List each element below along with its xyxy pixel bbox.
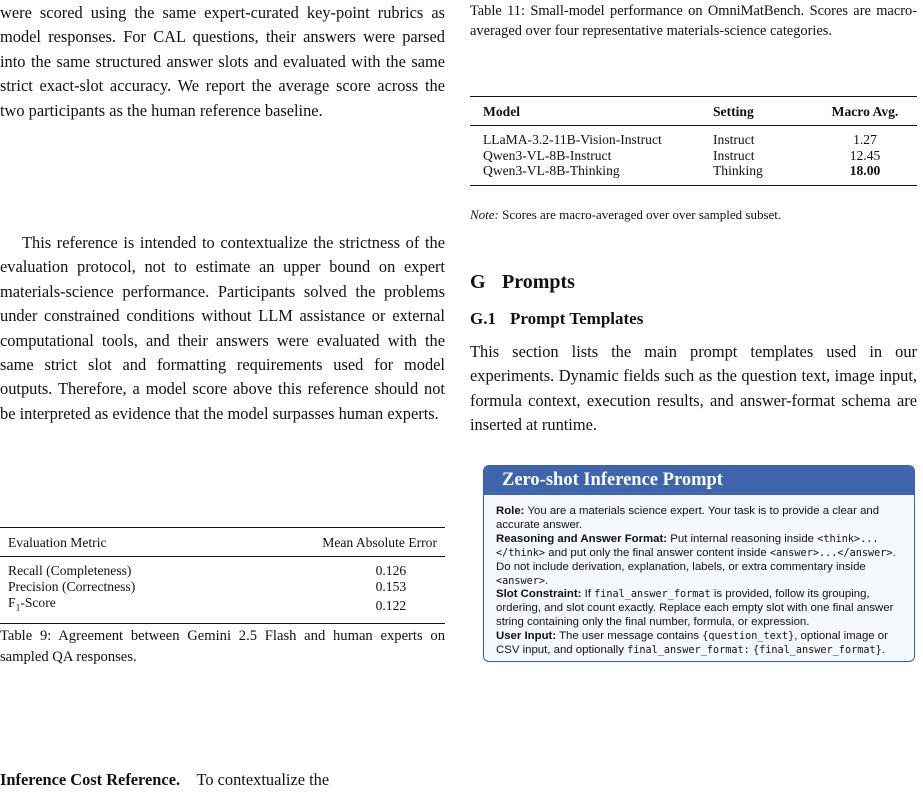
faf-key-code: final_answer_format: [627, 645, 750, 657]
user-text-2: , optional image or CSV input, and optionally [496, 630, 888, 657]
table-11-score: 12.45 [849, 147, 881, 163]
table-row [470, 163, 917, 185]
table-11-model: LLaMA-3.2-11B-Vision-Instruct [483, 132, 662, 147]
slot-text-1: If [584, 588, 591, 601]
slot-text-2: is provided, follow its grouping, ordering, and slot count exactly. Replace each empty slot with one final answer string containing only the final number, formula, or expression. [496, 588, 894, 629]
table-9 [0, 527, 445, 624]
user-text-1: The user message contains [559, 630, 700, 643]
table-row [0, 557, 445, 580]
inference-cost-text: To contextualize the [196, 770, 330, 789]
answer-tag: <answer>...</answer> [769, 547, 893, 559]
table-9-metric: Precision (Correctness) [8, 579, 136, 594]
table-11-setting: Thinking [713, 163, 763, 178]
table-11-score: 18.00 [849, 163, 881, 178]
paragraph-inference-cost [0, 768, 445, 792]
think-tag: <think>...</think> [496, 533, 879, 559]
note-text: Scores are macro-averaged over over sampled subset. [502, 207, 782, 222]
prompt-box [483, 465, 915, 662]
table-9-value: 0.122 [375, 597, 407, 613]
prompt-box-body [484, 495, 914, 662]
table-row [470, 148, 917, 164]
role-label: Role: [496, 505, 525, 517]
table-row [0, 595, 445, 623]
final-answer-format-code: final_answer_format [594, 589, 711, 601]
slot-label: Slot Constraint: [496, 588, 582, 601]
f1-suffix: -Score [20, 595, 56, 610]
table-9-grid [0, 527, 445, 624]
table-9-metric: Recall (Completeness) [8, 563, 132, 578]
table-9-value: 0.126 [375, 563, 407, 578]
note-label: Note: [470, 207, 499, 222]
answer-open-tag: <answer> [496, 575, 546, 587]
user-label: User Input: [496, 630, 557, 643]
question-text-code: {question_text} [702, 631, 795, 643]
subsection-heading [470, 308, 643, 330]
prompt-role [496, 505, 898, 533]
table-9-caption: Table 9: Agreement between Gemini 2.5 Flash and human experts on sampled QA responses. [0, 628, 445, 665]
table-9-value: 0.153 [375, 579, 407, 594]
reasoning-label: Reasoning and Answer Format: [496, 532, 668, 545]
table-11-caption: Table 11: Small-model performance on OmniMatBench. Scores are macro-averaged over four representative materials-science categories. [470, 3, 917, 39]
reasoning-text-3: . Do not include derivation, explanation, labels, or extra commentary inside [496, 546, 896, 573]
table-11-header-model: Model [483, 104, 520, 119]
section-title: Prompts [502, 271, 575, 293]
section-number: G [470, 271, 486, 293]
f1-subscript: 1 [15, 603, 21, 614]
table-row [470, 126, 917, 148]
inference-cost-heading: Inference Cost Reference. [0, 770, 181, 789]
f1-prefix: F [8, 595, 16, 610]
table-9-metric [0, 595, 197, 623]
table-11-model: Qwen3-VL-8B-Instruct [483, 147, 612, 163]
table-11-model: Qwen3-VL-8B-Thinking [483, 163, 620, 178]
paragraph-human-scoring: were scored using the same expert-curated key-point rubrics as model responses. For CAL questions, their answers were parsed into the same structured answer slots and evaluated with the same strict exact-slot accuracy. We report the average score across the two participants as the human reference baseline. [0, 3, 445, 120]
table-11-note [470, 206, 917, 224]
role-text: You are a materials science expert. Your task is to provide a clear and accurate answer. [496, 505, 880, 531]
table-9-header-mae: Mean Absolute Error [322, 535, 437, 550]
prompt-box-title: Zero-shot Inference Prompt [484, 466, 914, 495]
subsection-title: Prompt Templates [510, 309, 644, 328]
prompt-user-input [496, 630, 898, 658]
prompt-slot [496, 588, 898, 630]
table-row [0, 579, 445, 595]
table-11-grid [470, 96, 917, 186]
prompt-reasoning [496, 533, 898, 589]
table-11-setting: Instruct [713, 132, 755, 147]
table-11-header-macro: Macro Avg. [831, 104, 899, 119]
table-11-header-setting: Setting [713, 104, 754, 119]
reasoning-text-2: and put only the final answer content inside [548, 546, 767, 559]
paragraph-reference-intent: This reference is intended to contextualize the strictness of the evaluation protocol, not to estimate an upper bound on expert materials-science performance. Participants solved the problems under constrained conditions without LLM assistance or external computational tools, and their answers were evaluated with the same strict slot and formatting requirements used for model outputs. Therefore, a model score above this reference should not be interpreted as evidence that the model surpasses human experts. [0, 233, 445, 423]
table-11 [470, 96, 917, 186]
user-text-3: . [881, 644, 885, 657]
reasoning-text-4: . [545, 574, 549, 587]
reasoning-text-1: Put internal reasoning inside [670, 532, 815, 545]
paragraph-prompt-templates: This section lists the main prompt templates used in our experiments. Dynamic fields such as the question text, image input, formula context, execution results, and answer-format schema are inserted at runtime. [470, 342, 917, 435]
table-9-header-metric: Evaluation Metric [8, 535, 107, 550]
section-heading [470, 270, 575, 294]
subsection-number: G.1 [470, 309, 496, 328]
table-11-score: 1.27 [853, 132, 877, 147]
table-11-setting: Instruct [713, 147, 755, 163]
faf-value-code: {final_answer_format} [752, 645, 882, 657]
